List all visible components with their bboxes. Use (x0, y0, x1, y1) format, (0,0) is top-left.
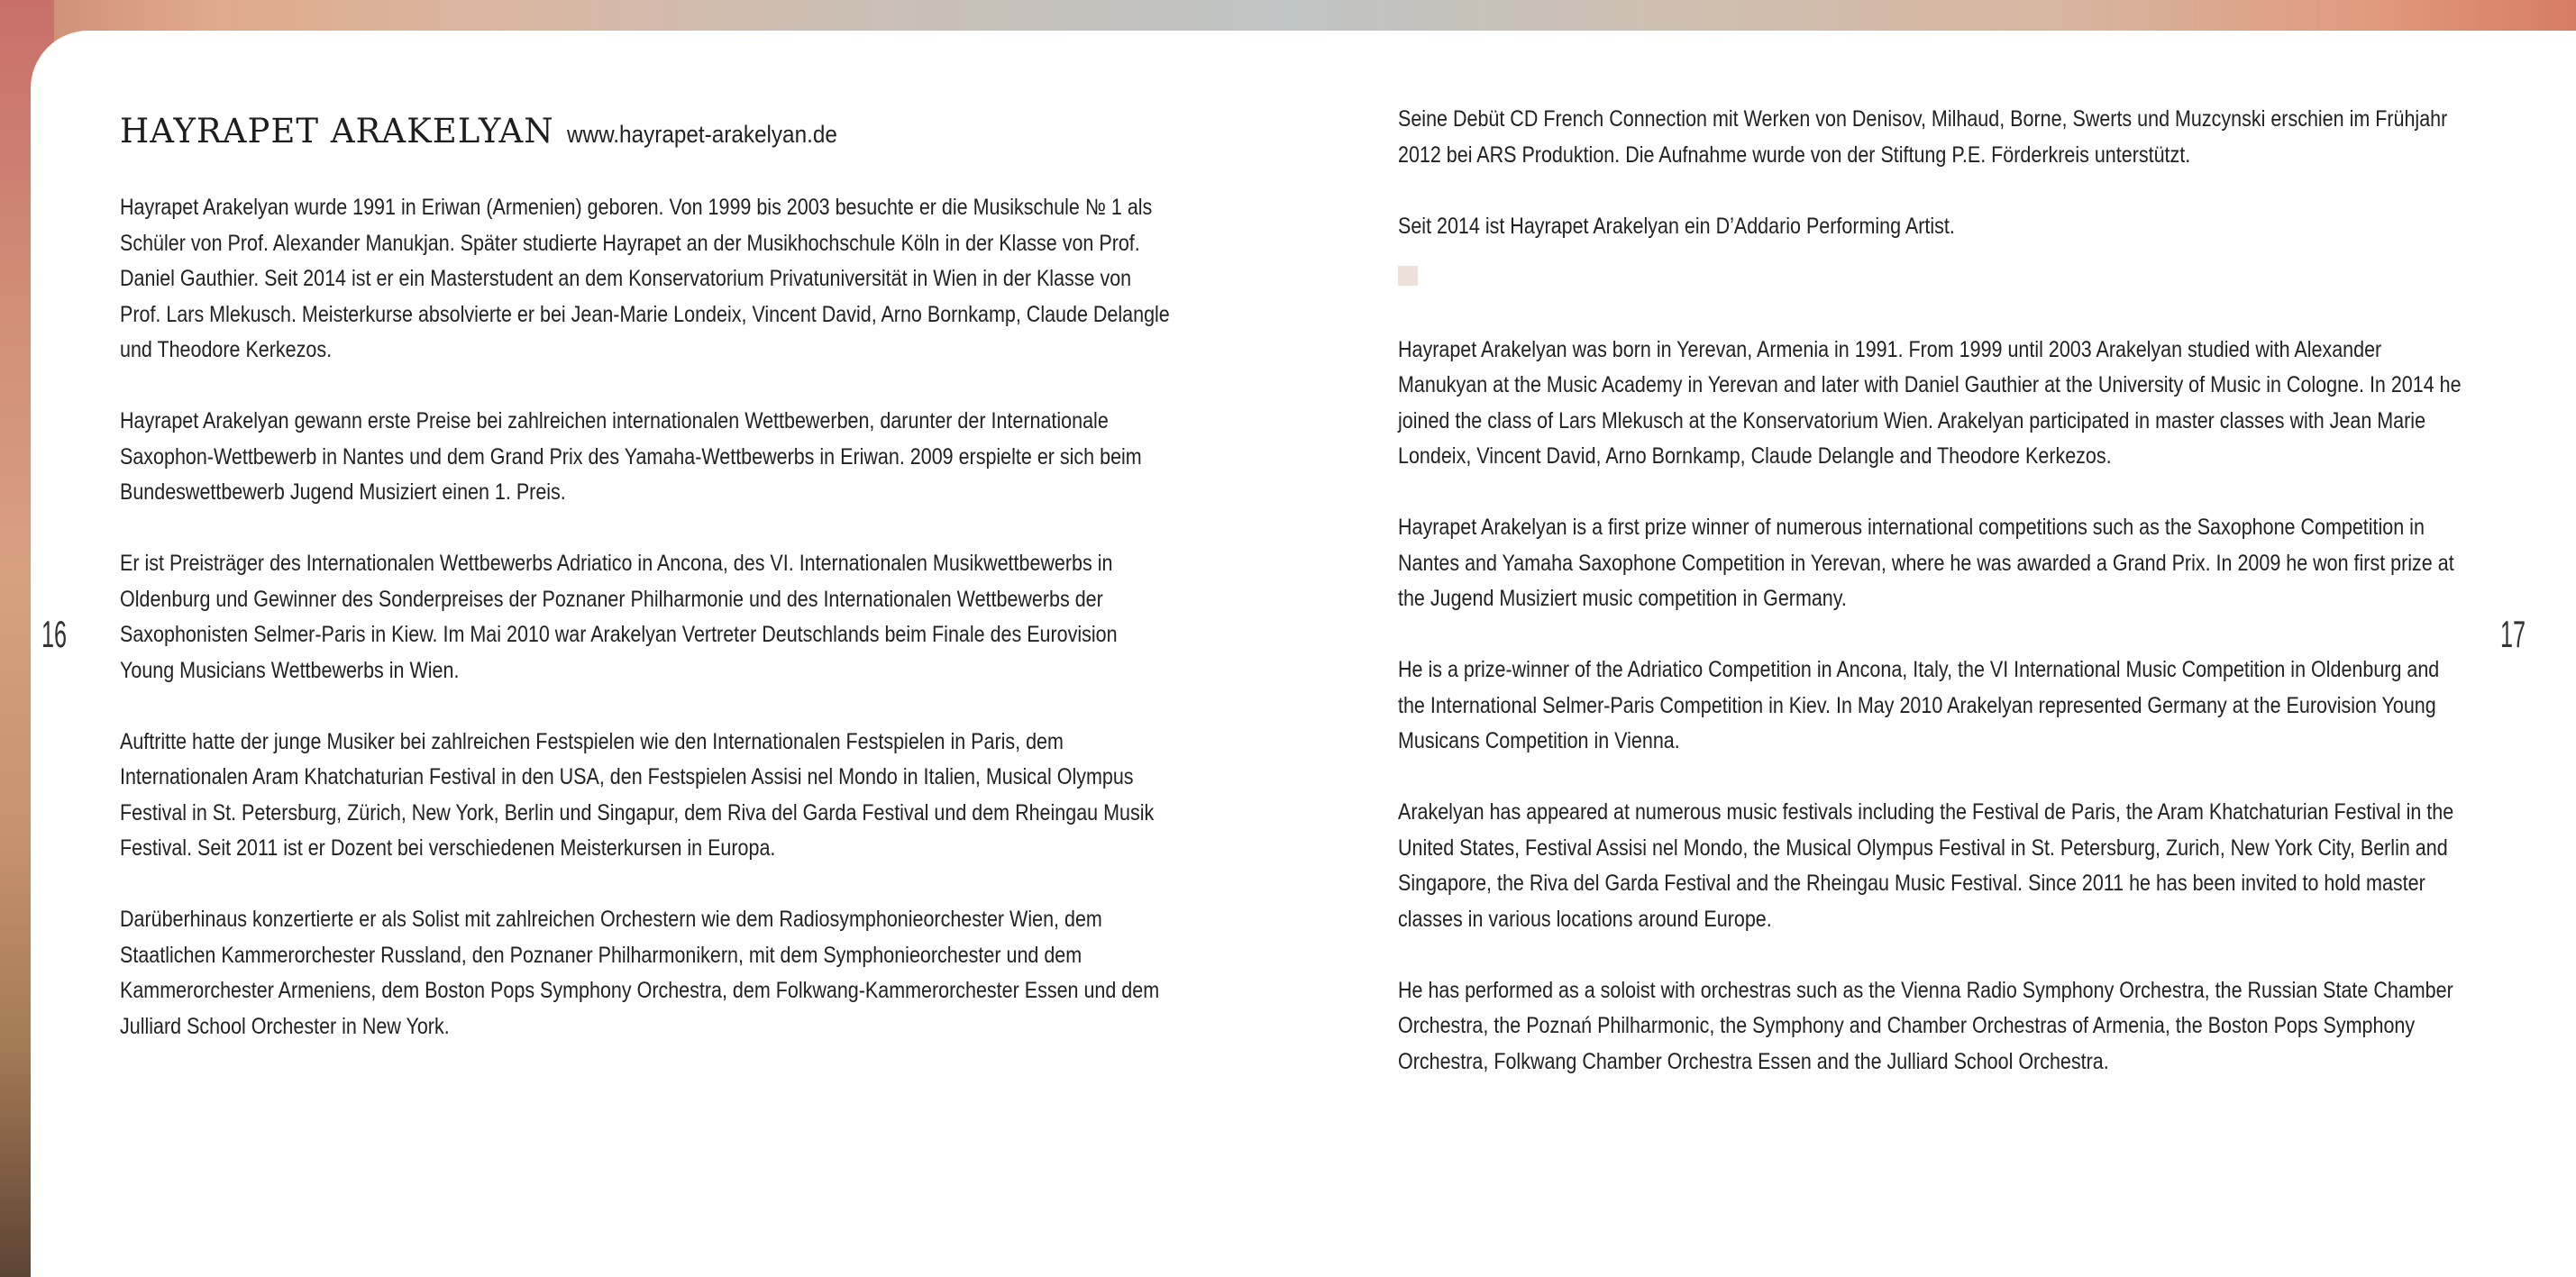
paragraph: He has performed as a soloist with orchestras such as the Vienna Radio Symphony Orchestra, the Russian State Chamber Orchestra, the Poznań Philharmonic, the Symphony and Chamber Orchestras of Armenia, the Boston Pops Symphony Orchestra, Folkwang Chamber Orchestra Essen and the Julliard School Orchestra. (1398, 977, 2453, 1074)
page-heading (120, 112, 867, 151)
artist-website-link[interactable]: www.hayrapet-arakelyan.de (566, 121, 837, 148)
paragraph: Hayrapet Arakelyan wurde 1991 in Eriwan (Armenien) geboren. Von 1999 bis 2003 besuchte er die Musikschule № 1 als Schüler von Prof. Alexander Manukjan. Später studierte Hayrapet an der Musikhochschule Köln in der Klasse von Prof. Daniel Gauthier. Seit 2014 ist er ein Masterstudent an dem Konservatorium Privatuniversität in Wien in der Klasse von Prof. Lars Mlekusch. Meisterkurse absolvierte er bei Jean-Marie Londeix, Vincent David, Arno Bornkamp, Claude Delangle und Theodore Kerkezos. (120, 195, 1170, 362)
paragraph: Darüberhinaus konzertierte er als Solist mit zahlreichen Orchestern wie dem Radiosymphonieorchester Wien, dem Staatlichen Kammerorchester Russland, den Poznaner Philharmonikern, mit dem Symphonieorchester und dem Kammerorchester Armeniens, dem Boston Pops Symphony Orchestra, dem Folkwang-Kammerorchester Essen und dem Julliard School Orchester in New York. (120, 907, 1160, 1039)
page-number-left: 16 (41, 613, 68, 655)
section-divider-square (1398, 266, 1418, 286)
right-column-text (1398, 102, 2468, 1116)
left-column-text (120, 190, 1174, 1081)
paragraph: Auftritte hatte der junge Musiker bei zahlreichen Festspielen wie den Internationalen Festspielen in Paris, dem Internationalen Aram Khatchaturian Festival in den USA, den Festspielen Assisi nel Mondo in Italien, Musical Olympus Festival in St. Petersburg, Zürich, New York, Berlin und Singapur, dem Riva del Garda Festival und dem Rheingau Musik Festival. Seit 2011 ist er Dozent bei verschiedenen Meisterkursen in Europa. (120, 728, 1155, 861)
paragraph: He is a prize-winner of the Adriatico Competition in Ancona, Italy, the VI International Music Competition in Oldenburg and the International Selmer-Paris Competition in Kiev. In May 2010 Arakelyan represented Germany at the Eurovision Young Musicans Competition in Vienna. (1398, 657, 2440, 753)
paragraph: Er ist Preisträger des Internationalen Wettbewerbs Adriatico in Ancona, des VI. Internationalen Musikwettbewerbs in Oldenburg und Gewinner des Sonderpreises der Poznaner Philharmonie und des Internationalen Wettbewerbs der Saxophonisten Selmer-Paris in Kiew. Im Mai 2010 war Arakelyan Vertreter Deutschlands beim Finale des Eurovision Young Musicians Wettbewerbs in Wien. (120, 551, 1118, 683)
paragraph: Hayrapet Arakelyan was born in Yerevan, Armenia in 1991. From 1999 until 2003 Arakelyan studied with Alexander Manukyan at the Music Academy in Yerevan and later with Daniel Gauthier at the University of Music in Cologne. In 2014 he joined the class of Lars Mlekusch at the Konservatorium Wien. Arakelyan participated in master classes with Jean Marie Londeix, Vincent David, Arno Bornkamp, Claude Delangle and Theodore Kerkezos. (1398, 336, 2462, 469)
paragraph: Hayrapet Arakelyan is a first prize winner of numerous international competitions such as the Saxophone Competition in Nantes and Yamaha Saxophone Competition in Yerevan, where he was awarded a Grand Prix. In 2009 he won first prize at the Jugend Musiziert music competition in Germany. (1398, 515, 2454, 611)
paragraph: Arakelyan has appeared at numerous music festivals including the Festival de Paris, the Aram Khatchaturian Festival in the United States, Festival Assisi nel Mondo, the Musical Olympus Festival in St. Petersburg, Zurich, New York City, Berlin and Singapore, the Riva del Garda Festival and the Rheingau Music Festival. Since 2011 he has been invited to hold master classes in various locations around Europe. (1398, 799, 2454, 932)
paragraph: Seine Debüt CD French Connection mit Werken von Denisov, Milhaud, Borne, Swerts und Muzcynski erschien im Frühjahr 2012 bei ARS Produktion. Die Aufnahme wurde von der Stiftung P.E. Förderkreis unterstützt. (1398, 106, 2448, 168)
page-number-right: 17 (2500, 613, 2526, 655)
artist-name: HAYRAPET ARAKELYAN (120, 112, 554, 151)
paragraph: Hayrapet Arakelyan gewann erste Preise bei zahlreichen internationalen Wettbewerben, darunter der Internationale Saxophon-Wettbewerb in Nantes und dem Grand Prix des Yamaha-Wettbewerbs in Eriwan. 2009 erspielte er sich beim Bundeswettbewerb Jugend Musiziert einen 1. Preis. (120, 408, 1142, 505)
paragraph: Seit 2014 ist Hayrapet Arakelyan ein D’Addario Performing Artist. (1398, 213, 1955, 239)
